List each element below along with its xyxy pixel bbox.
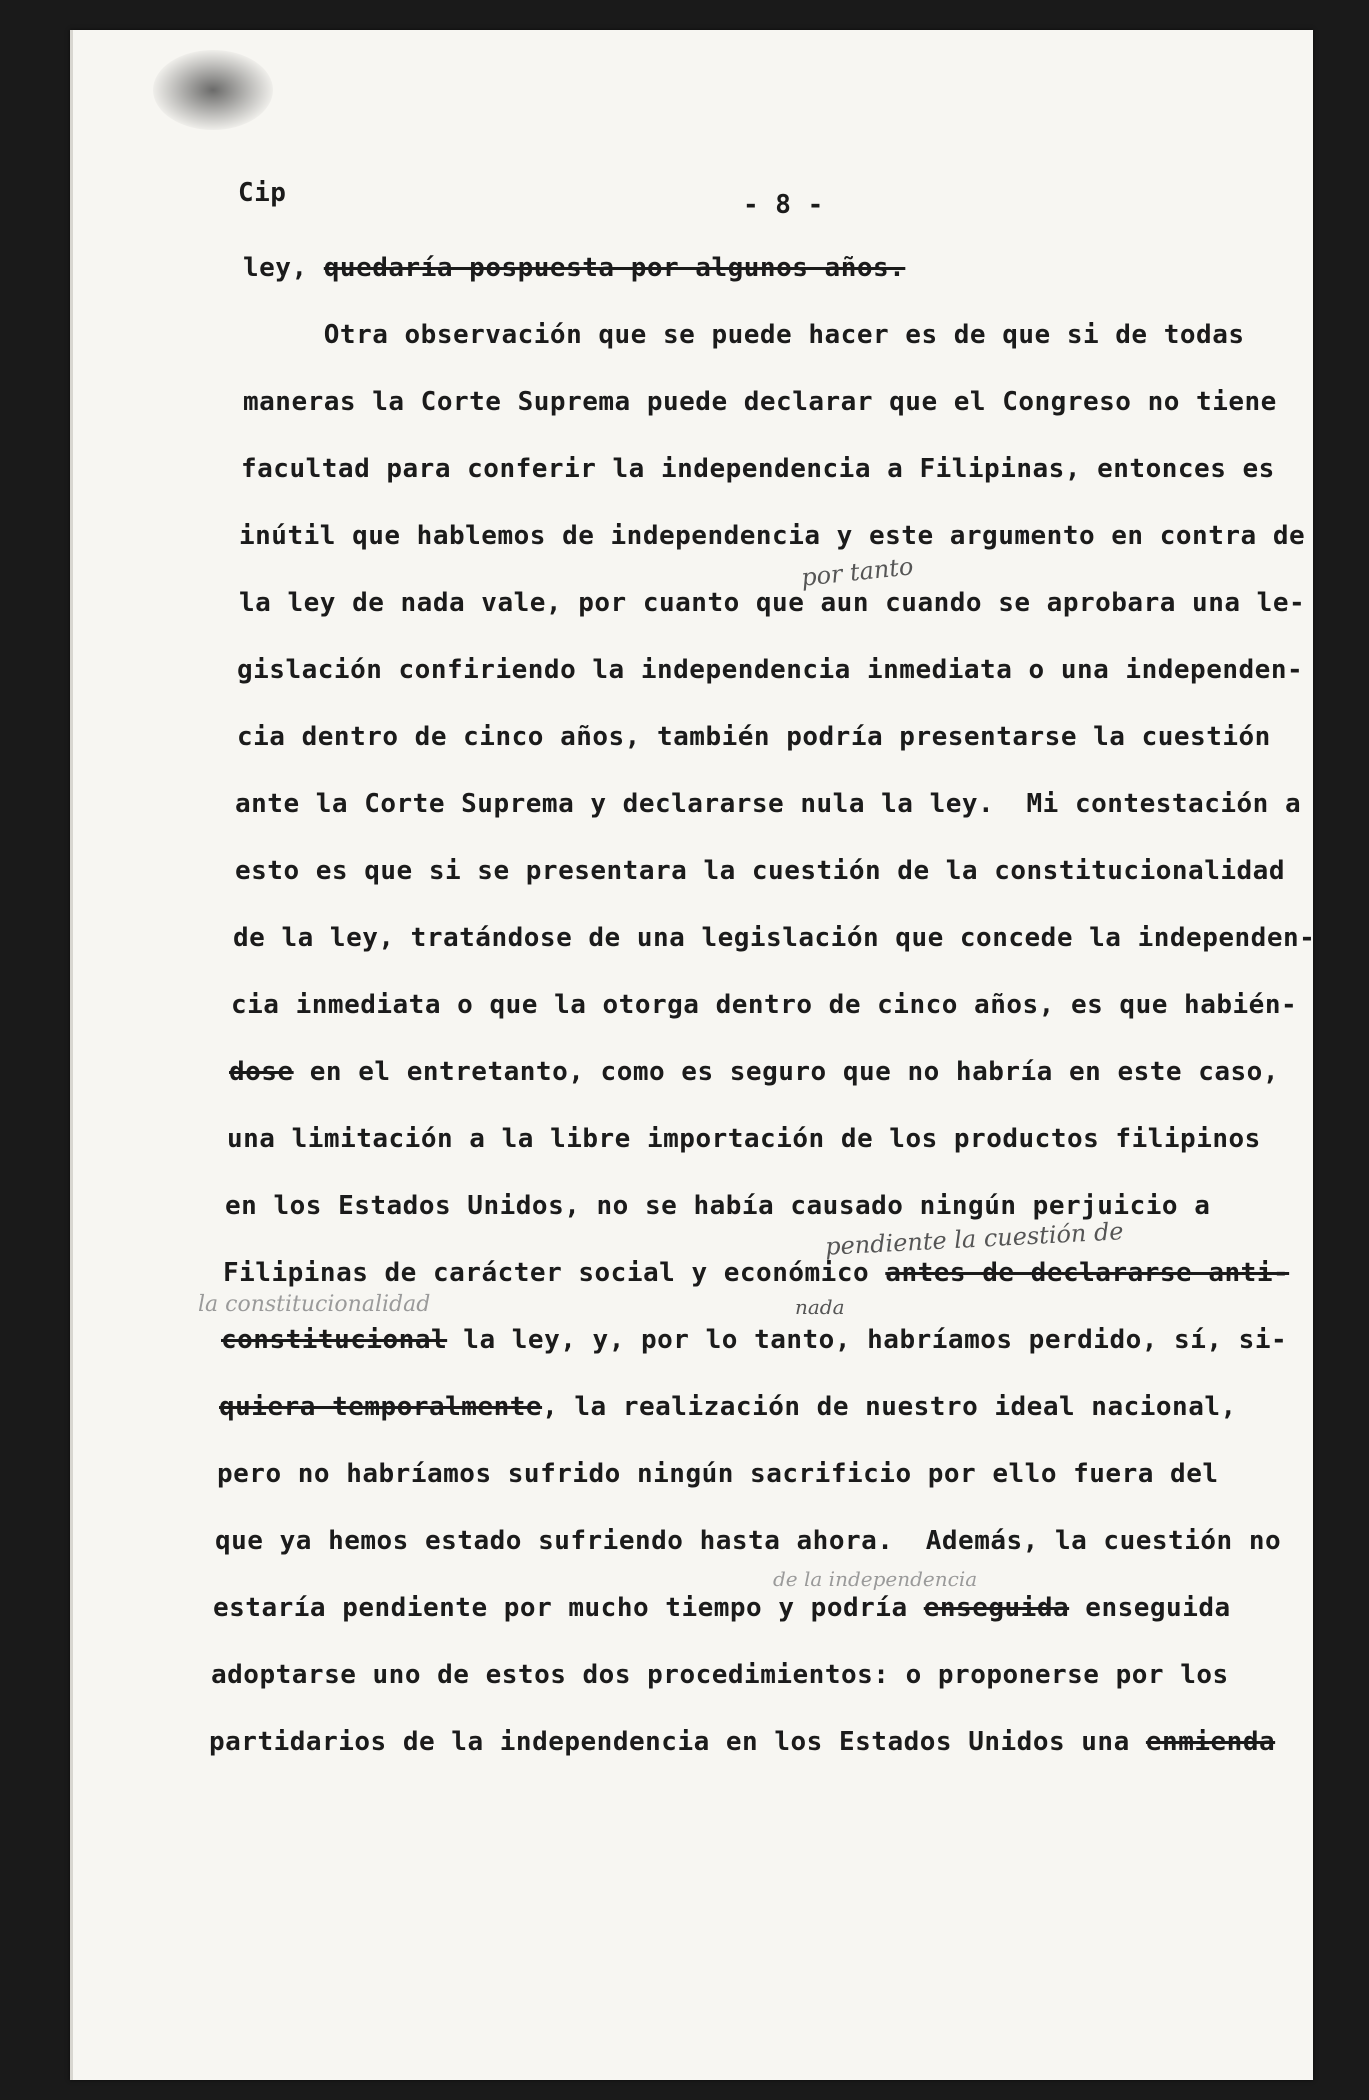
text-line: constitucional la ley, y, por lo tanto, habríamos perdido, sí, si- [221, 1325, 1288, 1355]
text-line: en los Estados Unidos, no se había causado ningún perjuicio a [225, 1191, 1211, 1221]
text-line: partidarios de la independencia en los Estados Unidos una enmienda [209, 1727, 1276, 1757]
text-line: Filipinas de carácter social y económico antes de declararse anti- [223, 1258, 1290, 1288]
text-line: ante la Corte Suprema y declararse nula la ley. Mi contestación a [235, 789, 1302, 819]
handwritten-faint-note: de la independencia [773, 1567, 978, 1591]
text-line: quiera temporalmente, la realización de nuestro ideal nacional, [219, 1392, 1237, 1422]
text-line: la ley de nada vale, por cuanto que aun cuando se aprobara una le- [239, 588, 1306, 618]
ink-stain [153, 50, 273, 130]
header-initials: Cip [238, 178, 287, 208]
text-line: esto es que si se presentara la cuestión de la constitucionalidad [235, 856, 1285, 886]
text-line: adoptarse uno de estos dos procedimientos: o proponerse por los [211, 1660, 1229, 1690]
text-line: facultad para conferir la independencia a Filipinas, entonces es [241, 454, 1275, 484]
text-line: una limitación a la libre importación de los productos filipinos [227, 1124, 1261, 1154]
text-line: que ya hemos estado sufriendo hasta ahora. Además, la cuestión no [215, 1526, 1282, 1556]
text-line: cia inmediata o que la otorga dentro de cinco años, es que habién- [231, 990, 1298, 1020]
handwritten-por-tanto: por tanto [799, 552, 915, 592]
handwritten-pendiente: pendiente la cuestión de [824, 1217, 1125, 1261]
handwritten-constitucionalidad: la constitucionalidad [198, 1292, 431, 1317]
text-line: Otra observación que se puede hacer es de que si de todas [243, 320, 1245, 350]
text-line: gislación confiriendo la independencia inmediata o una independen- [237, 655, 1304, 685]
text-line: dose en el entretanto, como es seguro que no habría en este caso, [229, 1057, 1279, 1087]
text-line: ley, quedaría pospuesta por algunos años. [243, 253, 906, 283]
text-line: de la ley, tratándose de una legislación que concede la independen- [233, 923, 1316, 953]
handwritten-nada: nada [795, 1295, 845, 1319]
text-line: maneras la Corte Suprema puede declarar que el Congreso no tiene [243, 387, 1277, 417]
page-number: - 8 - [743, 190, 824, 220]
text-line: pero no habríamos sufrido ningún sacrificio por ello fuera del [217, 1459, 1219, 1489]
document-page [70, 30, 1316, 2080]
text-line: inútil que hablemos de independencia y este argumento en contra de [239, 521, 1306, 551]
text-line: cia dentro de cinco años, también podría presentarse la cuestión [237, 722, 1271, 752]
text-line: estaría pendiente por mucho tiempo y podría enseguida enseguida [213, 1593, 1231, 1623]
